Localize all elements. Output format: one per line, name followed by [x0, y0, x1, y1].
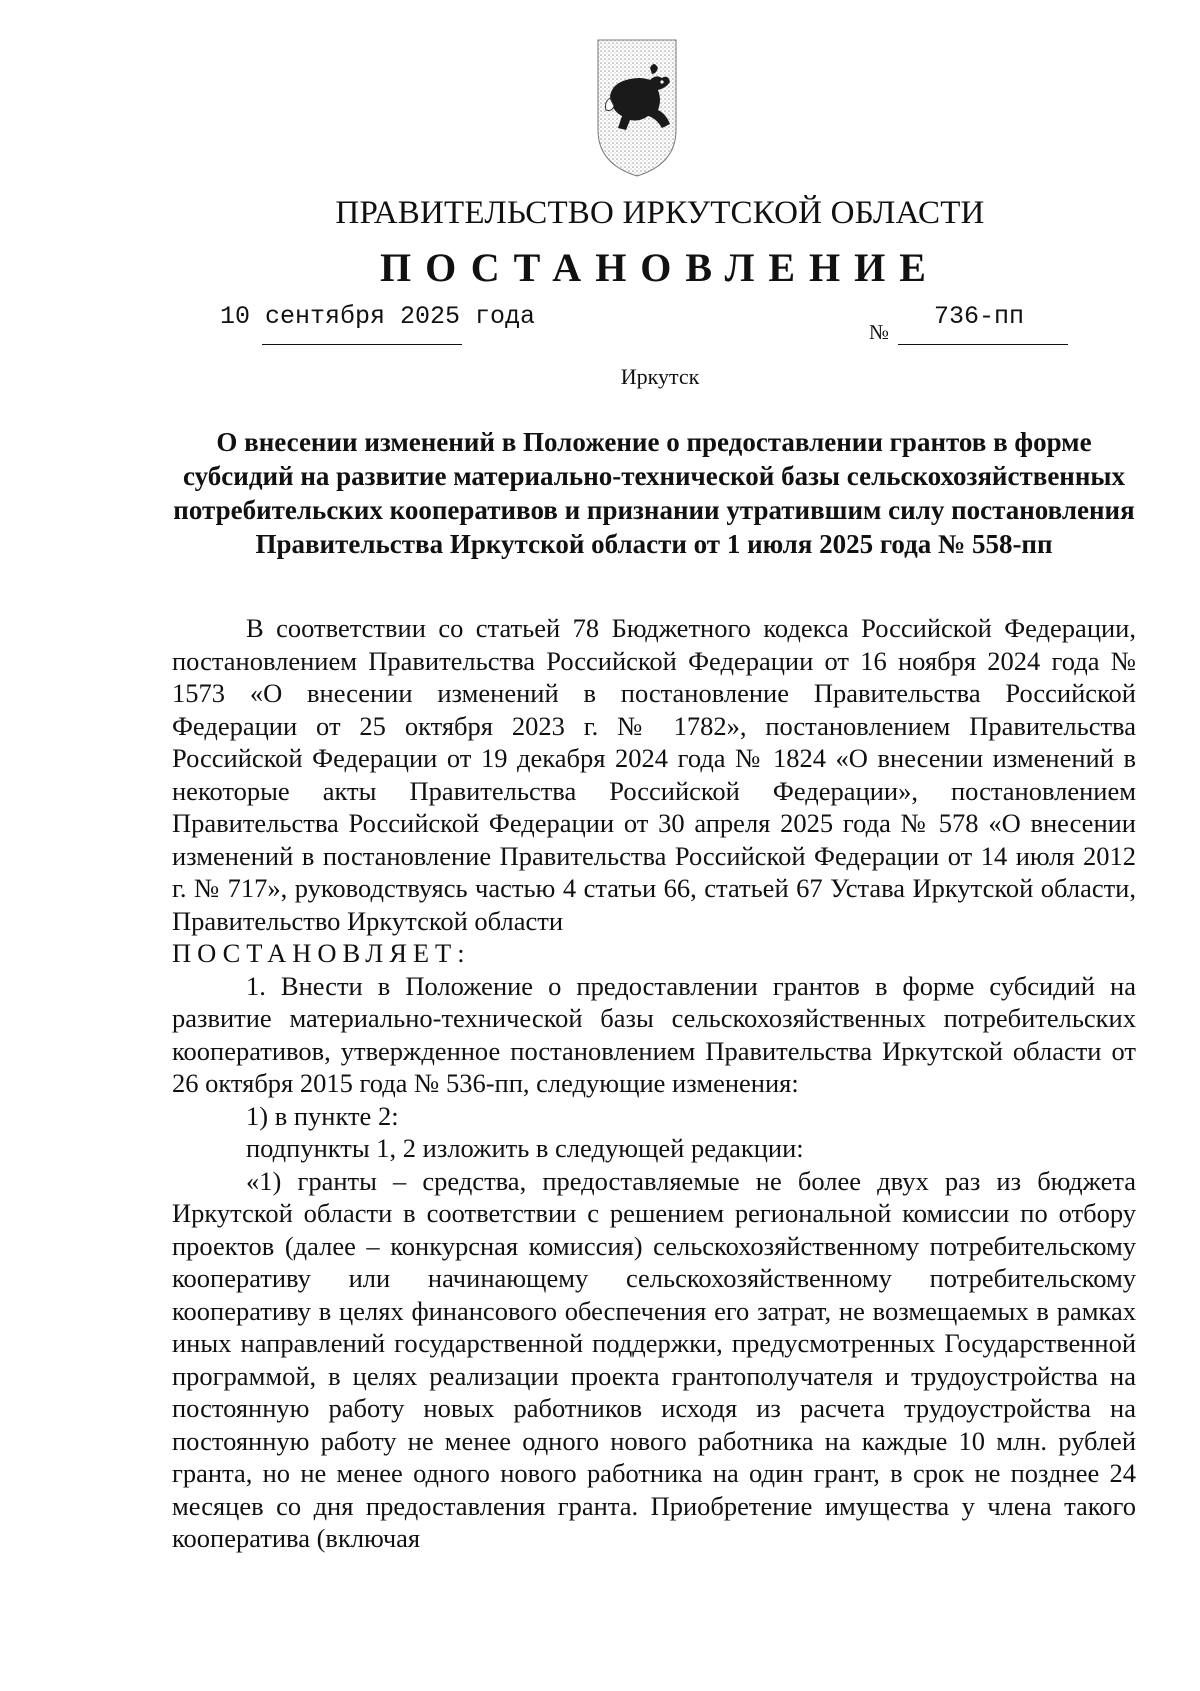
subitem-1-paragraph: 1) в пункте 2: [246, 1100, 399, 1131]
number-sign: № [869, 320, 890, 344]
document-date: 10 сентября 2025 года [220, 302, 536, 331]
preamble-paragraph: В соответствии со статьей 78 Бюджетного кодекса Российской Федерации, постановлением Правительства Российской Федерации от 16 ноября 2024 года № 1573 «О внесении изменений в постановление Правительства Российской Федерации от 25 октября 2023 г. № 1782», постановлением Правительства Российской Федерации от 19 декабря 2024 года № 1824 «О внесении изменений в некоторые акты Правительства Российской Федерации», постановлением Правительства Российской Федерации от 30 апреля 2025 года № 578 «О внесении изменений в постановление Правительства Российской Федерации от 14 июля 2012 г. № 717», руководствуясь частью 4 статьи 66, статьей 67 Устава Иркутской области, Правительство Иркутской области [172, 613, 1136, 936]
item-1-paragraph: 1. Внести в Положение о предоставлении грантов в форме субсидий на развитие материально-технической базы сельскохозяйственных потребительских кооперативов, утвержденное постановлением Правительства Иркутской области от 26 октября 2015 года № 536-пп, следующие изменения: [172, 970, 1136, 1098]
document-body [172, 612, 1136, 1555]
government-heading: ПРАВИТЕЛЬСТВО ИРКУТСКОЙ ОБЛАСТИ [335, 195, 985, 231]
document-title: О внесении изменений в Положение о предоставлении грантов в форме субсидий на развитие материально-технической базы сельскохозяйственных потребительских кооперативов и признании утратившим силу постановления Правительства Иркутской области от 1 июля 2025 года № 558-пп [173, 427, 1135, 559]
date-underline [262, 344, 462, 345]
irkutsk-coat-of-arms-emblem [596, 38, 678, 178]
number-underline [898, 344, 1068, 345]
subitem-1-text-paragraph: подпункты 1, 2 изложить в следующей редакции: [246, 1133, 804, 1163]
document-city: Иркутск [620, 364, 700, 389]
document-number: 736-пп [934, 302, 1025, 331]
resolves-word: ПОСТАНОВЛЯЕТ: [172, 938, 471, 968]
quoted-amendment-paragraph: «1) гранты – средства, предоставляемые не более двух раз из бюджета Иркутской области в соответствии с решением региональной комиссии по отбору проектов (далее – конкурсная комиссия) сельскохозяйственному потребительскому кооперативу или начинающему сельскохозяйственному потребительскому кооперативу в целях финансового обеспечения его затрат, не возмещаемых в рамках иных направлений государственной поддержки, предусмотренных Государственной программой, в целях реализации проекта грантополучателя и трудоустройства на постоянную работу новых работников исходя из расчета трудоустройства на постоянную работу не менее одного нового работника на каждые 10 млн. рублей гранта, но не менее одного нового работника на один грант, в срок не позднее 24 месяцев со дня предоставления гранта. Приобретение имущества у члена такого кооператива (включая [172, 1165, 1136, 1553]
document-type-heading: ПОСТАНОВЛЕНИЕ [380, 245, 940, 290]
